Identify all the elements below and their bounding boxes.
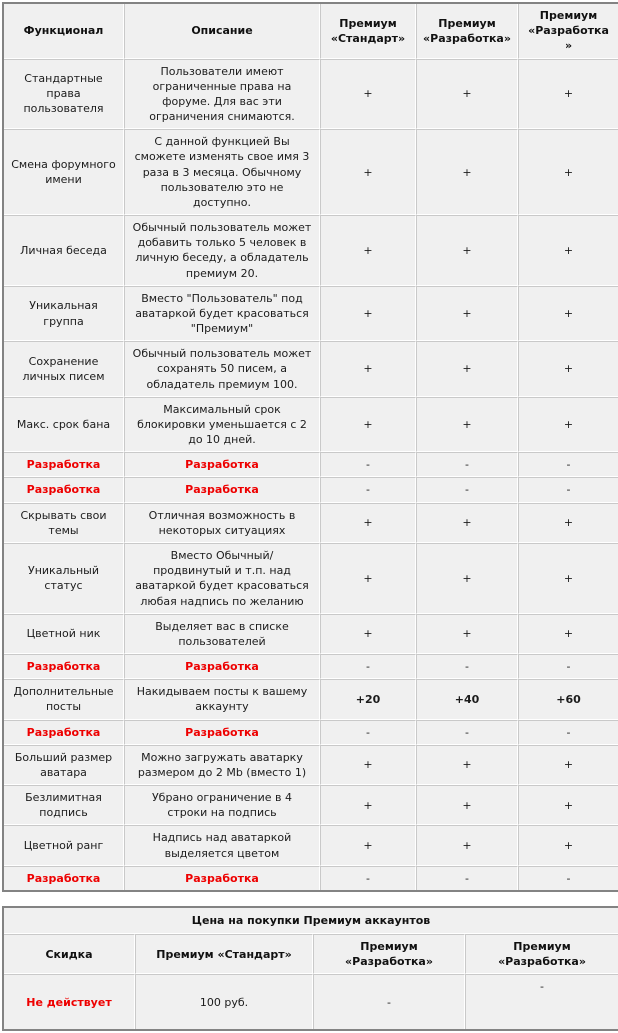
feature-name: Безлимитная подпись [4, 785, 124, 825]
feature-value-standard: + [320, 286, 416, 342]
table-row [4, 543, 618, 614]
column-header-functional: Функционал [4, 4, 124, 59]
feature-value-dev-1: + [416, 785, 518, 825]
table-row [4, 286, 618, 342]
column-header-premium-dev-1: Премиум «Разработка» [416, 4, 518, 59]
price-dev-2: - [465, 974, 618, 1029]
feature-value-standard: + [320, 215, 416, 286]
feature-name: Разработка [4, 866, 124, 890]
price-table-title: Цена на покупки Премиум аккаунтов [4, 908, 618, 934]
feature-description: Выделяет вас в списке пользователей [124, 614, 320, 654]
feature-description: Разработка [124, 452, 320, 477]
feature-value-standard: + [320, 59, 416, 130]
feature-value-dev-1: + [416, 503, 518, 543]
table-row [4, 59, 618, 130]
feature-description: Обычный пользователь может добавить только 5 человек в личную беседу, а обладатель премиум 20. [124, 215, 320, 286]
feature-value-dev-2: + [518, 59, 618, 130]
feature-name: Цветной ник [4, 614, 124, 654]
table-row [4, 679, 618, 719]
feature-value-dev-2: + [518, 825, 618, 865]
table-row [4, 477, 618, 502]
feature-value-dev-2: + [518, 543, 618, 614]
feature-value-dev-1: + [416, 286, 518, 342]
feature-description: Можно загружать аватарку размером до 2 Mb (вместо 1) [124, 745, 320, 785]
feature-value-dev-1: + [416, 745, 518, 785]
price-table [2, 906, 618, 1032]
feature-value-standard: + [320, 341, 416, 397]
feature-value-dev-1: + [416, 825, 518, 865]
feature-name: Макс. срок бана [4, 397, 124, 453]
column-header-price-dev-1: Премиум «Разработка» [313, 934, 465, 974]
feature-description: Убрано ограничение в 4 строки на подпись [124, 785, 320, 825]
table-row [4, 129, 618, 215]
feature-name: Разработка [4, 452, 124, 477]
price-title-row [4, 908, 618, 934]
feature-value-standard: + [320, 745, 416, 785]
feature-description: Разработка [124, 654, 320, 679]
column-header-premium-standard: Премиум «Стандарт» [320, 4, 416, 59]
feature-value-dev-2: + [518, 397, 618, 453]
feature-name: Личная беседа [4, 215, 124, 286]
feature-value-standard: + [320, 129, 416, 215]
price-dev-1: - [313, 974, 465, 1029]
feature-value-standard: +20 [320, 679, 416, 719]
feature-value-dev-1: - [416, 477, 518, 502]
feature-value-dev-1: - [416, 866, 518, 890]
feature-name: Разработка [4, 720, 124, 745]
feature-description: Вместо "Пользователь" под аватаркой будет красоваться "Премиум" [124, 286, 320, 342]
table-row [4, 215, 618, 286]
column-header-discount: Скидка [4, 934, 135, 974]
feature-value-standard: - [320, 654, 416, 679]
feature-name: Больший размер аватара [4, 745, 124, 785]
feature-name: Стандартные права пользователя [4, 59, 124, 130]
feature-description: Максимальный срок блокировки уменьшается с 2 до 10 дней. [124, 397, 320, 453]
features-body [4, 59, 618, 890]
feature-value-dev-1: + [416, 397, 518, 453]
feature-value-standard: + [320, 614, 416, 654]
feature-value-dev-2: - [518, 452, 618, 477]
feature-value-dev-2: + [518, 503, 618, 543]
feature-name: Цветной ранг [4, 825, 124, 865]
feature-value-standard: + [320, 503, 416, 543]
feature-value-dev-1: + [416, 59, 518, 130]
table-row [4, 654, 618, 679]
column-header-price-standard: Премиум «Стандарт» [135, 934, 313, 974]
price-row [4, 974, 618, 1029]
feature-value-standard: + [320, 825, 416, 865]
feature-name: Скрывать свои темы [4, 503, 124, 543]
table-row [4, 341, 618, 397]
feature-description: Обычный пользователь может сохранять 50 писем, а обладатель премиум 100. [124, 341, 320, 397]
feature-value-dev-2: - [518, 720, 618, 745]
column-header-price-dev-2: Премиум «Разработка» [465, 934, 618, 974]
table-row [4, 720, 618, 745]
feature-value-dev-1: - [416, 654, 518, 679]
price-table-body [4, 974, 618, 1029]
feature-value-dev-1: + [416, 129, 518, 215]
feature-value-standard: + [320, 785, 416, 825]
feature-description: Разработка [124, 720, 320, 745]
table-row [4, 503, 618, 543]
feature-description: Разработка [124, 477, 320, 502]
feature-name: Разработка [4, 477, 124, 502]
table-row [4, 452, 618, 477]
feature-value-standard: + [320, 543, 416, 614]
discount-status: Не действует [4, 974, 135, 1029]
feature-name: Дополнительные посты [4, 679, 124, 719]
feature-value-dev-1: + [416, 543, 518, 614]
feature-value-dev-2: + [518, 341, 618, 397]
feature-value-dev-1: +40 [416, 679, 518, 719]
feature-description: С данной функцией Вы сможете изменять свое имя 3 раза в 3 месяца. Обычному пользователю это не доступно. [124, 129, 320, 215]
feature-name: Разработка [4, 654, 124, 679]
table-row [4, 866, 618, 890]
feature-value-dev-2: - [518, 477, 618, 502]
price-header-row [4, 934, 618, 974]
features-table-header [4, 4, 618, 59]
feature-value-standard: - [320, 720, 416, 745]
header-row [4, 4, 618, 59]
feature-description: Вместо Обычный/ продвинутый и т.п. над аватаркой будет красоваться любая надпись по желанию [124, 543, 320, 614]
feature-description: Разработка [124, 866, 320, 890]
table-row [4, 825, 618, 865]
feature-value-dev-2: + [518, 785, 618, 825]
table-row [4, 785, 618, 825]
price-standard: 100 руб. [135, 974, 313, 1029]
feature-description: Отличная возможность в некоторых ситуациях [124, 503, 320, 543]
premium-features-table [2, 2, 618, 892]
feature-value-dev-2: - [518, 866, 618, 890]
feature-description: Пользователи имеют ограниченные права на форуме. Для вас эти ограничения снимаются. [124, 59, 320, 130]
feature-value-dev-1: - [416, 452, 518, 477]
price-table-header [4, 908, 618, 975]
feature-value-dev-1: + [416, 614, 518, 654]
table-row [4, 397, 618, 453]
feature-description: Накидываем посты к вашему аккаунту [124, 679, 320, 719]
column-header-premium-dev-2: Премиум «Разработка» [518, 4, 618, 59]
feature-value-dev-2: + [518, 745, 618, 785]
feature-value-dev-2: + [518, 215, 618, 286]
feature-value-standard: - [320, 477, 416, 502]
feature-value-dev-2: +60 [518, 679, 618, 719]
table-row [4, 614, 618, 654]
feature-value-dev-1: - [416, 720, 518, 745]
feature-name: Сохранение личных писем [4, 341, 124, 397]
feature-name: Уникальный статус [4, 543, 124, 614]
feature-value-dev-1: + [416, 341, 518, 397]
feature-value-dev-2: + [518, 286, 618, 342]
feature-value-dev-2: + [518, 129, 618, 215]
feature-value-dev-2: - [518, 654, 618, 679]
feature-value-standard: - [320, 866, 416, 890]
feature-value-dev-1: + [416, 215, 518, 286]
column-header-description: Описание [124, 4, 320, 59]
feature-description: Надпись над аватаркой выделяется цветом [124, 825, 320, 865]
table-row [4, 745, 618, 785]
feature-value-dev-2: + [518, 614, 618, 654]
feature-value-standard: + [320, 397, 416, 453]
feature-name: Смена форумного имени [4, 129, 124, 215]
feature-name: Уникальная группа [4, 286, 124, 342]
feature-value-standard: - [320, 452, 416, 477]
